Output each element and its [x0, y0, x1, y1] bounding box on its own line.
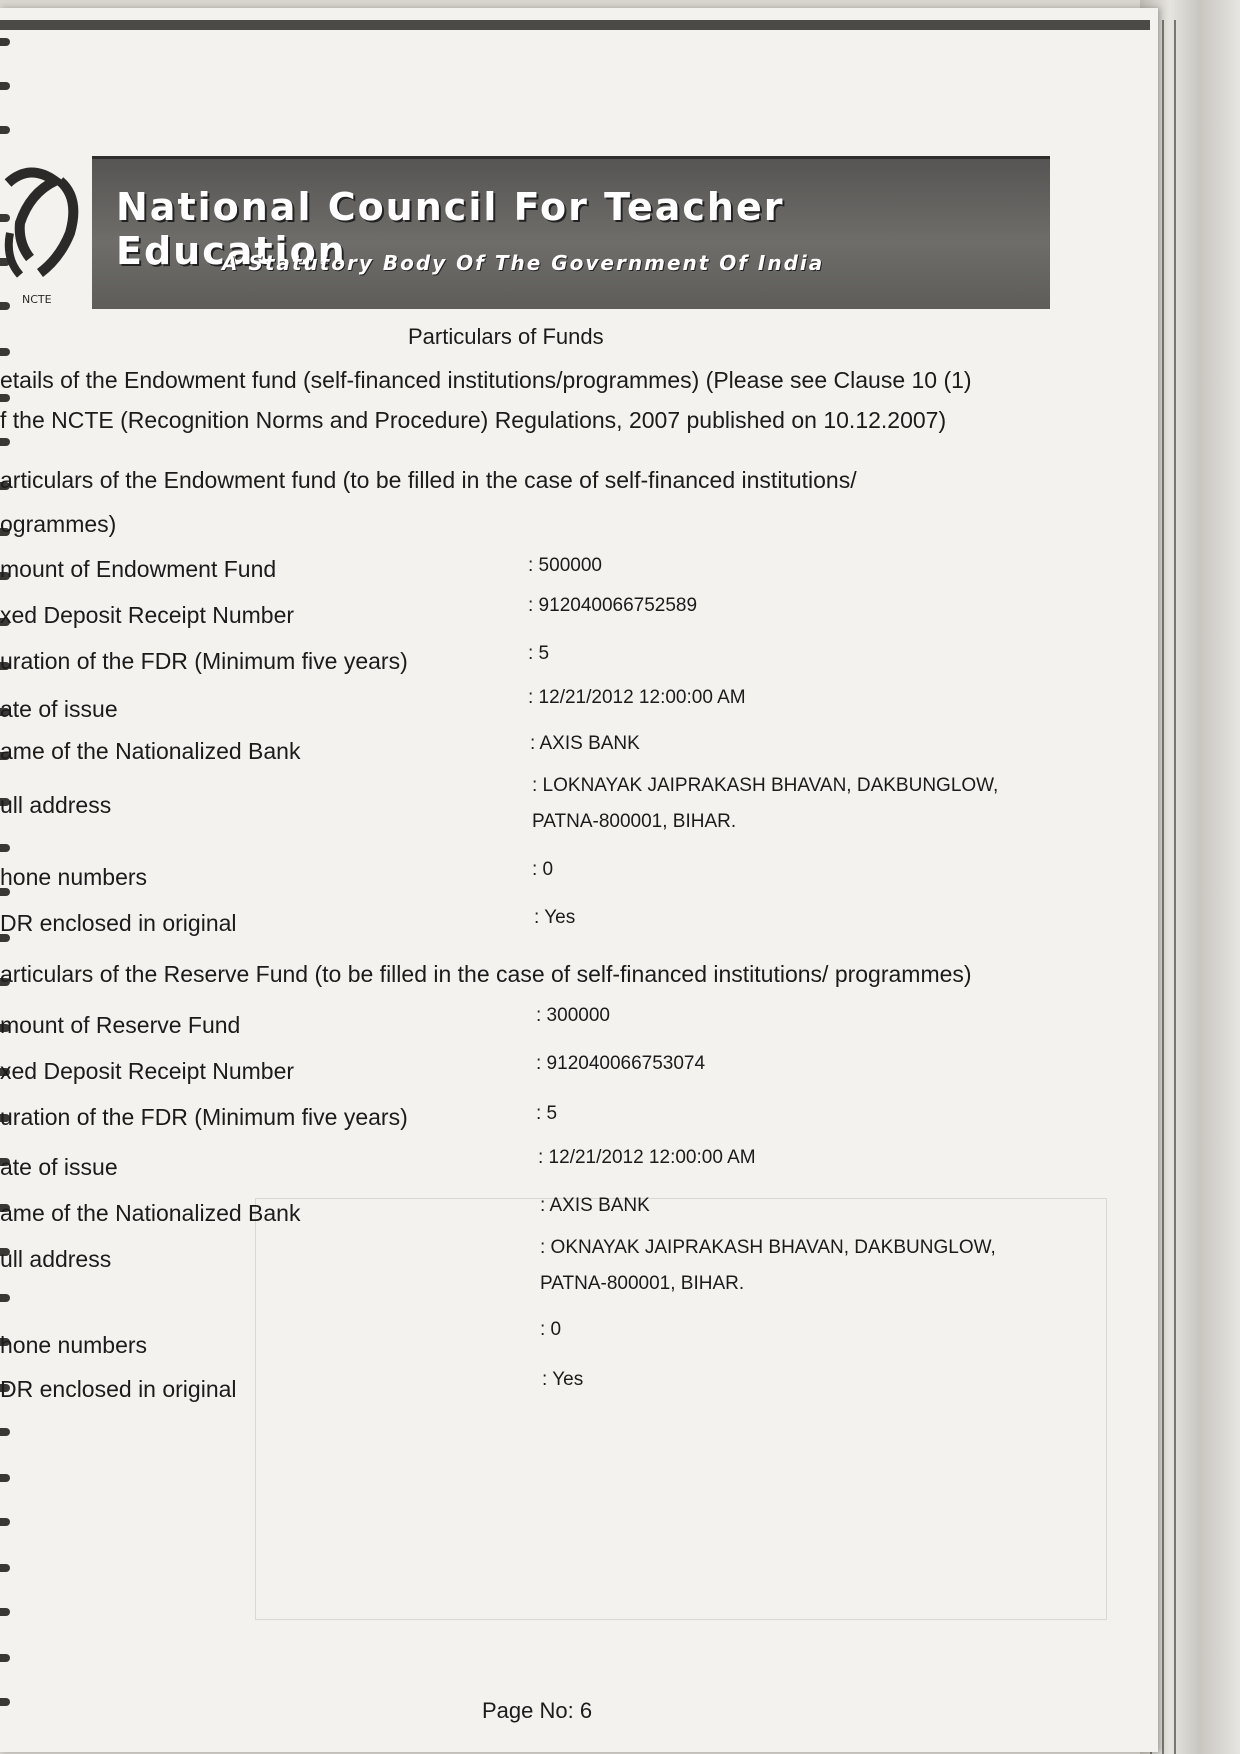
- field-value: : AXIS BANK: [540, 1195, 650, 1216]
- top-edge-shadow: [0, 20, 1150, 30]
- field-value: : OKNAYAK JAIPRAKASH BHAVAN, DAKBUNGLOW,: [540, 1237, 996, 1258]
- reserve-row: [0, 1096, 1140, 1136]
- field-value: : 912040066753074: [536, 1053, 706, 1074]
- reserve-row: [0, 1364, 1140, 1404]
- endowment-row: [0, 640, 1140, 680]
- field-value: : Yes: [542, 1369, 584, 1390]
- intro-line-2: f the NCTE (Recognition Norms and Procedure) Regulations, 2007 published on 10.12.2007): [0, 407, 947, 433]
- field-value-line2: PATNA-800001, BIHAR.: [532, 811, 737, 832]
- field-value: : 300000: [536, 1005, 610, 1026]
- field-label: ate of issue: [0, 696, 118, 722]
- field-value: : 0: [540, 1319, 562, 1340]
- endowment-row: [0, 902, 1140, 942]
- field-label: mount of Reserve Fund: [0, 1012, 241, 1038]
- field-label: ate of issue: [0, 1154, 118, 1180]
- field-label: DR enclosed in original: [0, 1376, 237, 1402]
- field-value: : 12/21/2012 12:00:00 AM: [538, 1147, 756, 1168]
- document-page: [0, 8, 1158, 1752]
- field-label: xed Deposit Receipt Number: [0, 602, 295, 628]
- intro-line-1: etails of the Endowment fund (self-financed institutions/programmes) (Please see Clause 10 (1): [0, 367, 972, 393]
- org-subtitle: A Statutory Body Of The Government Of India: [222, 251, 825, 275]
- reserve-heading: articulars of the Reserve Fund (to be filled in the case of self-financed institutions/ programmes): [0, 961, 972, 987]
- field-label: mount of Endowment Fund: [0, 556, 277, 582]
- header-banner: [92, 156, 1050, 309]
- field-label: ull address: [0, 1246, 112, 1272]
- logo-text: NCTE: [22, 293, 52, 306]
- endowment-row: [0, 775, 1140, 860]
- page-number: Page No: 6: [482, 1698, 593, 1723]
- org-title: National Council For Teacher Education: [116, 185, 785, 273]
- field-value: : LOKNAYAK JAIPRAKASH BHAVAN, DAKBUNGLOW,: [532, 775, 999, 796]
- field-value: : 0: [532, 859, 554, 880]
- reserve-row: [0, 1050, 1140, 1090]
- reserve-row: [0, 1238, 1140, 1318]
- field-label: ame of the Nationalized Bank: [0, 1200, 301, 1226]
- endowment-row: [0, 686, 1140, 726]
- field-value: : 12/21/2012 12:00:00 AM: [528, 687, 746, 708]
- field-label: uration of the FDR (Minimum five years): [0, 648, 408, 674]
- field-label: DR enclosed in original: [0, 910, 237, 936]
- field-value: : Yes: [534, 907, 576, 928]
- field-label: ull address: [0, 792, 112, 818]
- page-title: Particulars of Funds: [408, 324, 604, 349]
- field-value: : 5: [536, 1103, 558, 1124]
- field-label: hone numbers: [0, 864, 148, 890]
- endowment-heading-1: articulars of the Endowment fund (to be filled in the case of self-financed institutions/: [0, 467, 857, 493]
- reserve-row: [0, 1318, 1140, 1358]
- field-value: : 5: [528, 643, 550, 664]
- field-value: : 500000: [528, 555, 602, 576]
- endowment-row: [0, 594, 1140, 634]
- reserve-row: [0, 1192, 1140, 1232]
- ncte-logo: [0, 163, 92, 313]
- field-value: : 912040066752589: [528, 595, 698, 616]
- field-label: xed Deposit Receipt Number: [0, 1058, 295, 1084]
- reserve-row: [0, 1144, 1140, 1184]
- endowment-row: [0, 548, 1140, 588]
- field-label: ame of the Nationalized Bank: [0, 738, 301, 764]
- field-label: uration of the FDR (Minimum five years): [0, 1104, 408, 1130]
- field-value-line2: PATNA-800001, BIHAR.: [540, 1273, 745, 1294]
- field-value: : AXIS BANK: [530, 733, 640, 754]
- field-label: hone numbers: [0, 1332, 148, 1358]
- endowment-heading-2: ogrammes): [0, 511, 117, 537]
- endowment-row: [0, 856, 1140, 896]
- reserve-row: [0, 1004, 1140, 1044]
